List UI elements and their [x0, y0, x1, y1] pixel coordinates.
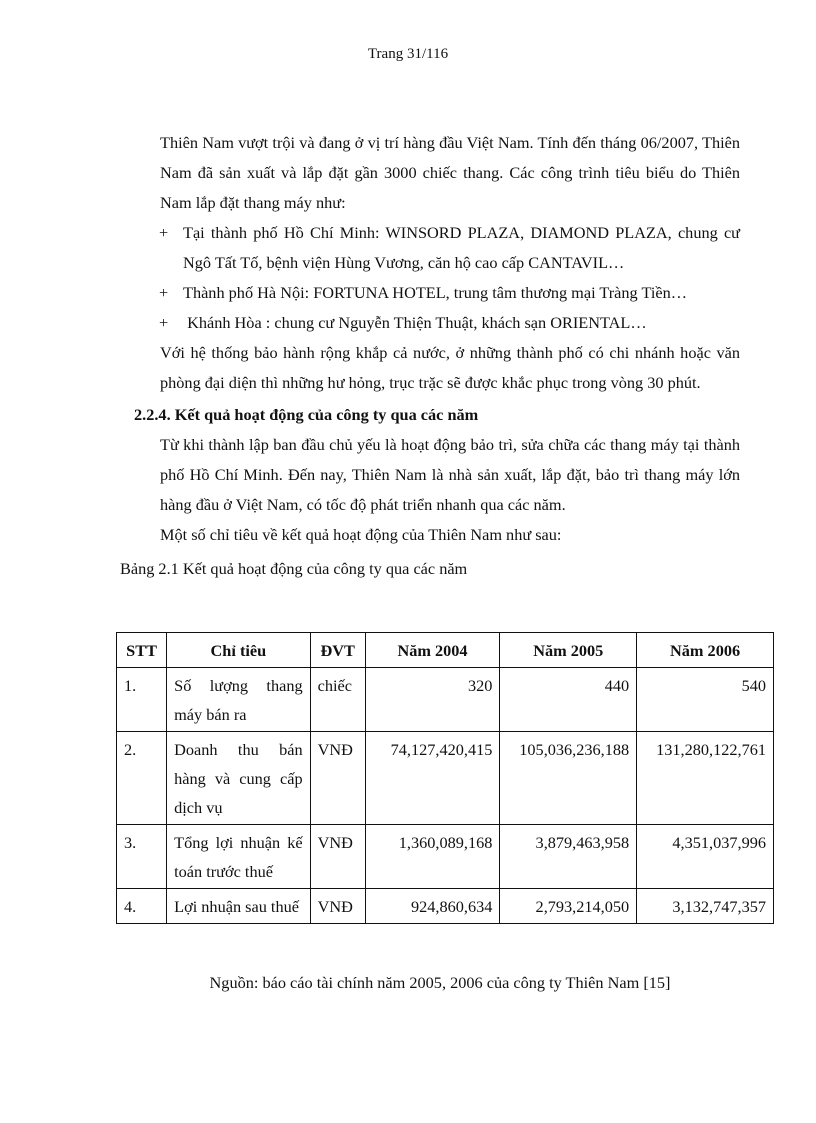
- table-row: [117, 668, 774, 732]
- header-unit: ĐVT: [310, 633, 365, 668]
- bullet-item: [159, 218, 740, 278]
- cell-2005: 3,879,463,958: [500, 825, 637, 889]
- header-year-2005: Năm 2005: [500, 633, 637, 668]
- table-row: [117, 889, 774, 924]
- paragraph-table-intro: Một số chỉ tiêu về kết quả hoạt động của Thiên Nam như sau:: [160, 525, 562, 544]
- cell-stt: 1.: [117, 668, 167, 732]
- cell-2005: 440: [500, 668, 637, 732]
- cell-indicator: Số lượng thang máy bán ra: [167, 668, 310, 732]
- header-year-2004: Năm 2004: [365, 633, 500, 668]
- cell-2006: 3,132,747,357: [637, 889, 774, 924]
- cell-unit: VNĐ: [310, 732, 365, 825]
- cell-2006: 540: [637, 668, 774, 732]
- results-table: [116, 632, 774, 924]
- header-year-2006: Năm 2006: [637, 633, 774, 668]
- table-row: [117, 732, 774, 825]
- cell-2005: 105,036,236,188: [500, 732, 637, 825]
- cell-2004: 924,860,634: [365, 889, 500, 924]
- cell-indicator: Tổng lợi nhuận kế toán trước thuế: [167, 825, 310, 889]
- bullet-text: Thành phố Hà Nội: FORTUNA HOTEL, trung tâm thương mại Tràng Tiền…: [183, 283, 687, 302]
- cell-unit: chiếc: [310, 668, 365, 732]
- header-stt: STT: [117, 633, 167, 668]
- table-header-row: [117, 633, 774, 668]
- body-text: [120, 128, 740, 584]
- cell-stt: 4.: [117, 889, 167, 924]
- cell-2006: 131,280,122,761: [637, 732, 774, 825]
- cell-2004: 1,360,089,168: [365, 825, 500, 889]
- page-number-header: Trang 31/116: [367, 46, 449, 62]
- cell-2004: 320: [365, 668, 500, 732]
- table-source-note: Nguồn: báo cáo tài chính năm 2005, 2006 của công ty Thiên Nam [15]: [209, 973, 671, 992]
- paragraph-history: Từ khi thành lập ban đầu chủ yếu là hoạt động bảo trì, sửa chữa các thang máy tại thành phố Hồ Chí Minh. Đến nay, Thiên Nam là nhà sản xuất, lắp đặt, bảo trì thang máy lớn hàng đầu ở Việt Nam, có tốc độ phát triển nhanh qua các năm.: [160, 435, 740, 514]
- section-heading: 2.2.4. Kết quả hoạt động của công ty qua các năm: [134, 405, 479, 424]
- bullet-mark: +: [159, 283, 169, 302]
- bullet-mark: +: [159, 313, 169, 332]
- cell-unit: VNĐ: [310, 825, 365, 889]
- bullet-item: [159, 278, 740, 308]
- cell-indicator: Lợi nhuận sau thuế: [167, 889, 310, 924]
- table-row: [117, 825, 774, 889]
- cell-stt: 3.: [117, 825, 167, 889]
- table-caption: Bảng 2.1 Kết quả hoạt động của công ty qua các năm: [120, 559, 468, 578]
- cell-2006: 4,351,037,996: [637, 825, 774, 889]
- cell-indicator: Doanh thu bán hàng và cung cấp dịch vụ: [167, 732, 310, 825]
- paragraph-intro: Thiên Nam vượt trội và đang ở vị trí hàng đầu Việt Nam. Tính đến tháng 06/2007, Thiên Nam đã sản xuất và lắp đặt gần 3000 chiếc thang. Các công trình tiêu biểu do Thiên Nam lắp đặt thang máy như:: [160, 133, 740, 212]
- header-indicator: Chỉ tiêu: [167, 633, 310, 668]
- cell-stt: 2.: [117, 732, 167, 825]
- bullet-mark: +: [159, 223, 169, 242]
- cell-unit: VNĐ: [310, 889, 365, 924]
- paragraph-warranty: Với hệ thống bảo hành rộng khắp cả nước, ở những thành phố có chi nhánh hoặc văn phòng đại diện thì những hư hỏng, trục trặc sẽ được khắc phục trong vòng 30 phút.: [160, 343, 740, 392]
- bullet-text: Tại thành phố Hồ Chí Minh: WINSORD PLAZA, DIAMOND PLAZA, chung cư Ngô Tất Tố, bệnh viện Hùng Vương, căn hộ cao cấp CANTAVIL…: [183, 223, 740, 272]
- bullet-item: [159, 308, 740, 338]
- cell-2005: 2,793,214,050: [500, 889, 637, 924]
- bullet-text: Khánh Hòa : chung cư Nguyễn Thiện Thuật, khách sạn ORIENTAL…: [183, 313, 647, 332]
- cell-2004: 74,127,420,415: [365, 732, 500, 825]
